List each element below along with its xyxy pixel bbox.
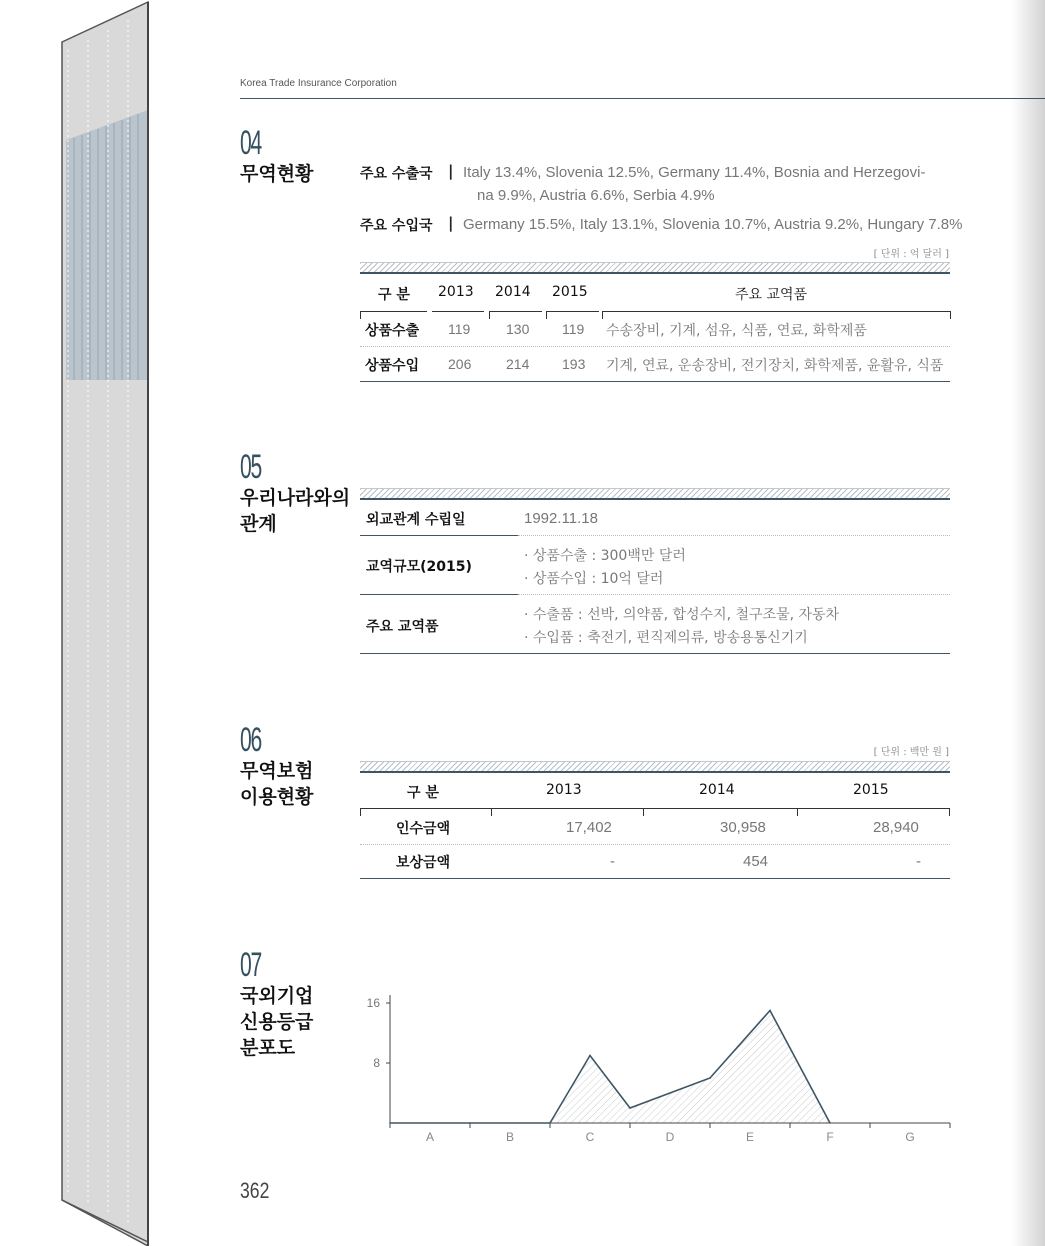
row-label: 상품수입 — [365, 358, 420, 374]
section-06-number: 06 — [240, 721, 261, 759]
cell-items: 수송장비, 기계, 섬유, 식품, 연료, 화학제품 — [606, 323, 867, 339]
insurance-col-2013: 2013 — [546, 782, 582, 798]
cell-value: 214 — [506, 356, 530, 372]
col-bracket — [602, 311, 951, 319]
trade-unit-note: [ 단위 : 억 달러 ] — [873, 249, 949, 260]
insurance-col-2015: 2015 — [853, 782, 889, 798]
page-number: 362 — [240, 1178, 270, 1203]
relation-label-diplomacy: 외교관계 수립일 — [366, 512, 466, 528]
series-area — [390, 1011, 830, 1124]
data-point — [709, 1077, 711, 1079]
page-gutter-shadow — [1011, 0, 1045, 1246]
section-07-title-line1: 국외기업 — [240, 985, 314, 1007]
main-export-label: 주요 수출국 — [360, 166, 433, 182]
data-point — [769, 1010, 771, 1012]
table-top-hatch — [360, 262, 950, 272]
col-bracket — [546, 311, 599, 319]
x-tick-label: B — [505, 1130, 515, 1144]
cell-value: 30,958 — [720, 819, 766, 836]
relation-label-trade-scale: 교역규모(2015) — [366, 559, 472, 575]
row-label: 보상금액 — [396, 855, 451, 871]
data-point — [469, 1122, 471, 1124]
insurance-unit-note: [ 단위 : 백만 원 ] — [873, 747, 949, 758]
trade-col-items: 주요 교역품 — [735, 287, 808, 303]
section-04-title: 무역현황 — [240, 163, 314, 185]
cell-value: 454 — [743, 853, 769, 870]
col-bracket — [432, 311, 484, 319]
insurance-col-2014: 2014 — [699, 782, 735, 798]
cell-value: 206 — [448, 356, 472, 372]
x-tick-label: F — [826, 1130, 834, 1144]
cell-value: 17,402 — [566, 819, 612, 836]
section-07-title-line2: 신용등급 — [240, 1011, 314, 1033]
table-bottom-rule — [360, 653, 950, 654]
label-divider — [360, 535, 518, 536]
main-export-countries-line2: na 9.9%, Austria 6.6%, Serbia 4.9% — [477, 187, 715, 204]
cell-value: 193 — [562, 356, 586, 372]
import-separator: | — [448, 214, 454, 232]
row-divider — [518, 594, 950, 595]
main-import-countries: Germany 15.5%, Italy 13.1%, Slovenia 10.7%, Austria 9.2%, Hungary 7.8% — [463, 216, 963, 233]
relation-value-trade-export: · 상품수출 : 300백만 달러 — [524, 548, 686, 564]
export-separator: | — [448, 162, 454, 180]
cell-items: 기계, 연료, 운송장비, 전기장치, 화학제품, 윤활유, 식품 — [606, 358, 944, 374]
insurance-col-category: 구 분 — [407, 785, 439, 801]
row-divider — [518, 535, 950, 536]
relation-label-items: 주요 교역품 — [366, 619, 439, 635]
trade-col-category: 구 분 — [378, 287, 410, 303]
book-stack-edge — [0, 0, 150, 1246]
header-rule — [240, 98, 1045, 99]
data-point — [549, 1122, 551, 1124]
col-bracket — [489, 311, 542, 319]
section-07-number: 07 — [240, 946, 261, 984]
section-06-title-line1: 무역보험 — [240, 760, 314, 782]
section-05-title-line1: 우리나라와의 — [240, 487, 351, 509]
y-tick-label: 16 — [366, 996, 380, 1010]
relation-value-import-items: · 수입품 : 축전기, 편직제의류, 방송용통신기기 — [524, 630, 808, 646]
cell-value: - — [916, 853, 921, 870]
table-bottom-rule — [360, 878, 950, 879]
label-divider — [360, 594, 518, 595]
trade-col-2014: 2014 — [495, 284, 531, 300]
table-top-rule — [360, 272, 950, 274]
credit-rating-chart — [355, 985, 960, 1155]
section-07-title-line3: 분포도 — [240, 1037, 296, 1059]
table-top-rule — [360, 498, 950, 500]
data-point — [589, 1055, 591, 1057]
cell-value: 119 — [448, 321, 471, 337]
data-point — [829, 1122, 831, 1124]
table-top-rule — [360, 771, 950, 773]
row-divider — [360, 346, 950, 347]
table-top-hatch — [360, 488, 950, 498]
trade-col-2015: 2015 — [552, 284, 588, 300]
section-05-title-line2: 관계 — [240, 513, 277, 535]
relation-value-trade-import: · 상품수입 : 10억 달러 — [524, 571, 664, 587]
col-bracket — [360, 311, 427, 319]
x-tick-label: G — [905, 1130, 915, 1144]
cell-value: - — [610, 853, 615, 870]
data-point — [389, 1122, 391, 1124]
section-04-number: 04 — [240, 124, 261, 162]
row-divider — [360, 844, 950, 845]
row-label: 인수금액 — [396, 821, 451, 837]
col-bracket — [643, 808, 798, 816]
table-top-hatch — [360, 761, 950, 771]
y-tick-label: 8 — [373, 1056, 380, 1070]
cell-value: 130 — [506, 321, 530, 337]
cell-value: 119 — [562, 321, 585, 337]
cell-value: 28,940 — [873, 819, 919, 836]
col-bracket — [360, 808, 492, 816]
table-bottom-rule — [360, 381, 950, 382]
col-bracket — [490, 808, 644, 816]
relation-value-export-items: · 수출품 : 선박, 의약품, 합성수지, 철구조물, 자동차 — [524, 607, 840, 623]
trade-col-2013: 2013 — [438, 284, 474, 300]
section-06-title-line2: 이용현황 — [240, 786, 314, 808]
main-import-label: 주요 수입국 — [360, 218, 433, 234]
col-bracket — [797, 808, 950, 816]
x-tick-label: D — [665, 1130, 675, 1144]
running-header: Korea Trade Insurance Corporation — [240, 78, 397, 89]
data-point — [629, 1107, 631, 1109]
relation-value-diplomacy: 1992.11.18 — [524, 510, 598, 527]
x-tick-label: A — [425, 1130, 435, 1144]
x-tick-label: E — [745, 1130, 755, 1144]
x-tick-label: C — [585, 1130, 595, 1144]
main-export-countries-line1: Italy 13.4%, Slovenia 12.5%, Germany 11.4%, Bosnia and Herzegovi- — [463, 164, 926, 181]
row-label: 상품수출 — [365, 323, 420, 339]
section-05-number: 05 — [240, 448, 261, 486]
